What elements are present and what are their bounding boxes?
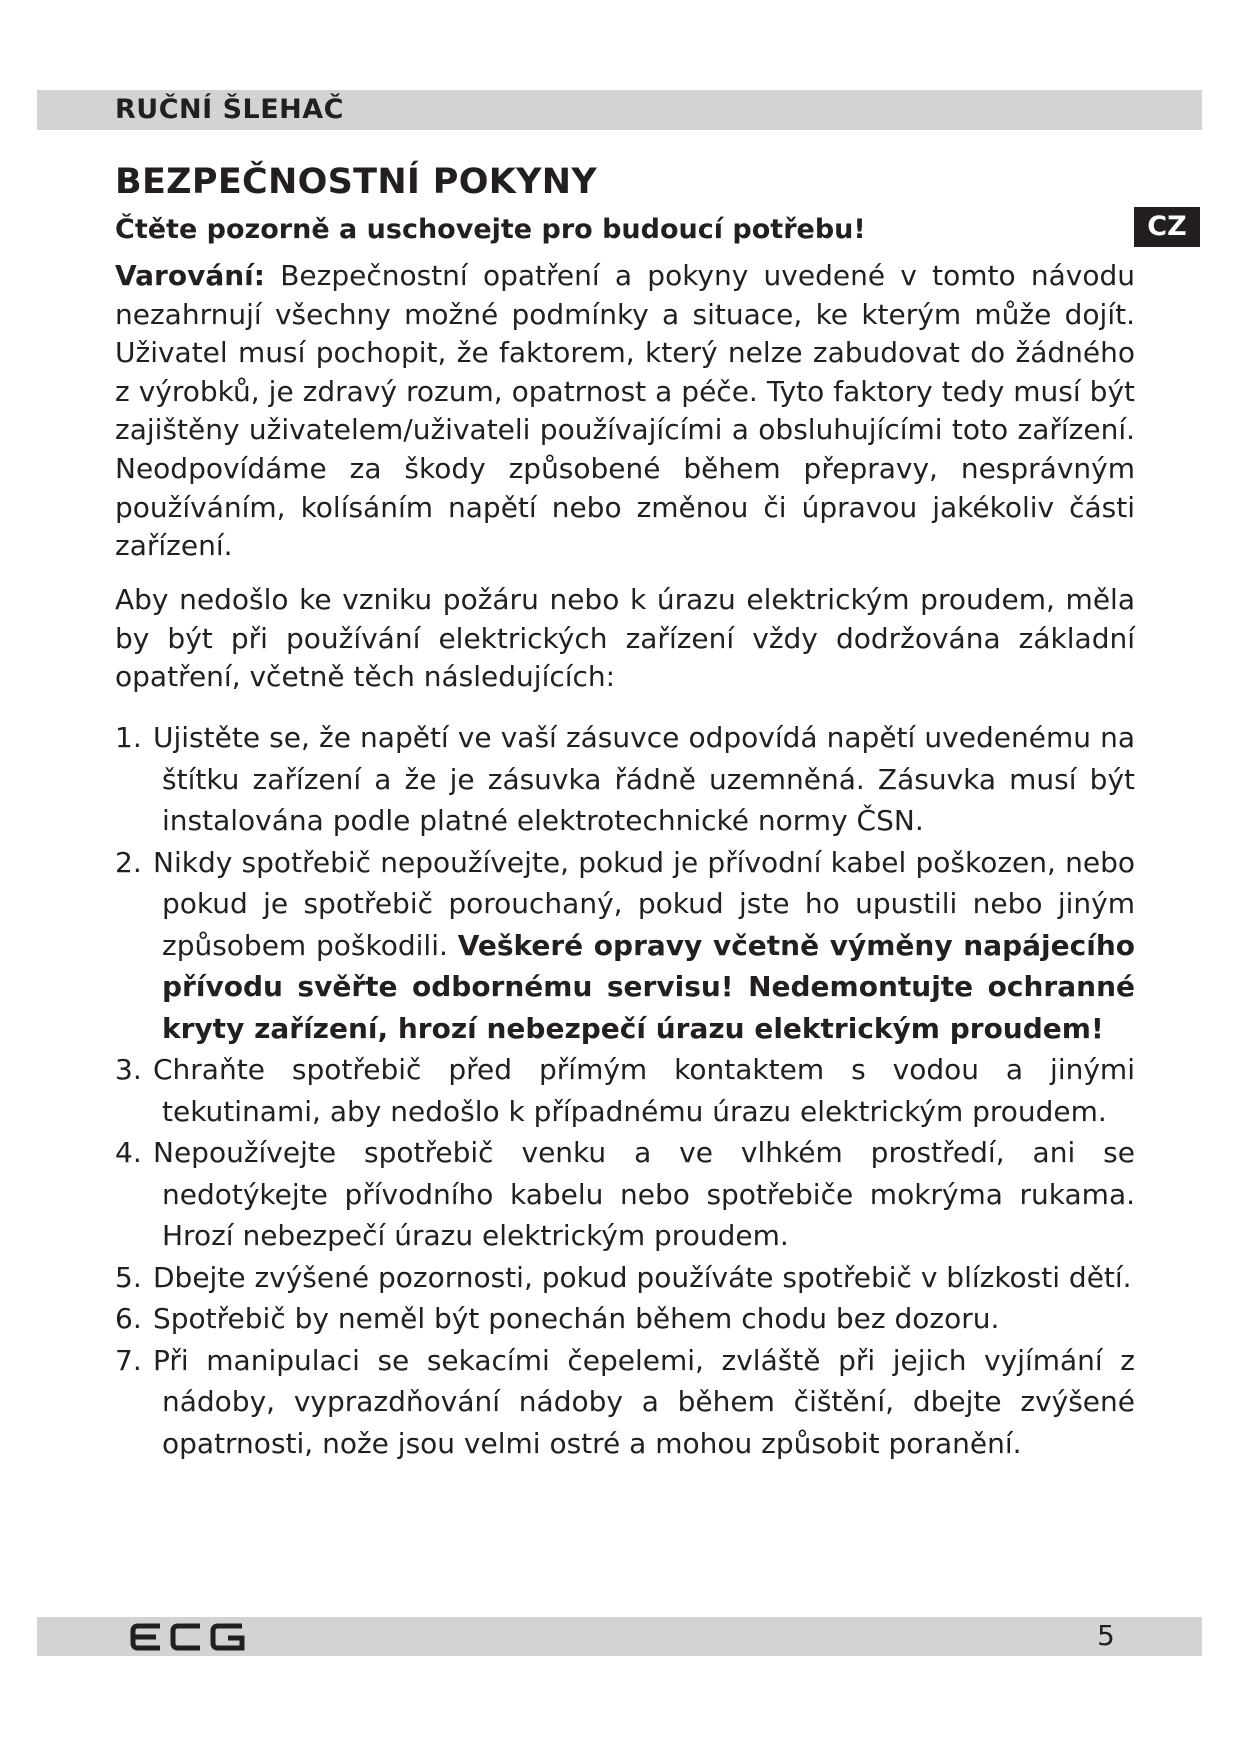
warning-label: Varování: (115, 259, 265, 292)
list-item (115, 1298, 1135, 1340)
item-text: Spotřebič by neměl být ponechán během chodu bez dozoru. (153, 1302, 1000, 1335)
item-text: Dbejte zvýšené pozornosti, pokud používáte spotřebič v blízkosti dětí. (153, 1260, 1132, 1294)
safety-rules-list (115, 717, 1135, 1464)
list-item (115, 1257, 1135, 1299)
item-number: 1. (115, 721, 142, 754)
list-item (115, 842, 1135, 1050)
warning-paragraph (115, 257, 1135, 566)
list-item (115, 1132, 1135, 1257)
item-text: Nepoužívejte spotřebič venku a ve vlhkém prostředí, ani se nedotýkejte přívodního kabelu nebo spotřebiče mokrýma rukama. Hrozí nebezpečí úrazu elektrickým proudem. (153, 1136, 1135, 1252)
item-number: 7. (115, 1343, 142, 1377)
language-badge: CZ (1134, 207, 1200, 247)
ecg-logo (130, 1623, 250, 1651)
list-item (115, 717, 1135, 842)
item-number: 3. (115, 1053, 142, 1086)
item-number: 4. (115, 1136, 142, 1169)
item-text: Nikdy spotřebič nepoužívejte, pokud je přívodní kabel poškozen, nebo pokud je spotřebič porouchaný, pokud jste ho upustili nebo jiným způsobem poškodili. (153, 845, 1135, 962)
item-text: Ujistěte se, že napětí ve vaší zásuvce odpovídá napětí uvedenému na štítku zařízení a že je zásuvka řádně uzemněná. Zásuvka musí být instalována podle platné elektrotechnické normy ČSN. (153, 721, 1135, 837)
item-number: 5. (115, 1260, 142, 1294)
item-number: 2. (115, 845, 142, 879)
list-item (115, 1049, 1135, 1132)
document-header-title: RUČNÍ ŠLEHAČ (115, 94, 344, 125)
item-text: Při manipulaci se sekacími čepelemi, zvláště při jejich vyjímání z nádoby, vyprazdňování nádoby a během čištění, dbejte zvýšené opatrnosti, nože jsou velmi ostré a mohou způsobit poranění. (153, 1343, 1135, 1460)
intro-paragraph: Aby nedošlo ke vzniku požáru nebo k úrazu elektrickým proudem, měla by být při používání elektrických zařízení vždy dodržována základní opatření, včetně těch následujících: (115, 583, 1135, 694)
item-number: 6. (115, 1302, 142, 1335)
list-item (115, 1340, 1135, 1465)
section-title: BEZPEČNOSTNÍ POKYNY (115, 162, 598, 202)
page-number: 5 (1097, 1619, 1115, 1652)
item-bold-warning: Veškeré opravy včetně výměny napájecího přívodu svěřte odbornému servisu! Nedemontujte ochranné kryty zařízení, hrozí nebezpečí úrazu elektrickým proudem! (162, 928, 1135, 1045)
item-text: Chraňte spotřebič před přímým kontaktem s vodou a jinými tekutinami, aby nedošlo k případnému úrazu elektrickým proudem. (153, 1053, 1135, 1128)
warning-text: Bezpečnostní opatření a pokyny uvedené v tomto návodu nezahrnují všechny možné podmínky a situace, ke kterým může dojít. Uživatel musí pochopit, že faktorem, který nelze zabudovat do žádného z výrobků, je zdravý rozum, opatrnost a péče. Tyto faktory tedy musí být zajištěny uživatelem/uživateli používajícími a obsluhujícími toto zařízení. Neodpovídáme za škody způsobené během přepravy, nesprávným používáním, kolísáním napětí nebo změnou či úpravou jakékoliv části zařízení. (115, 259, 1135, 563)
section-subtitle: Čtěte pozorně a uschovejte pro budoucí potřebu! (115, 214, 866, 245)
